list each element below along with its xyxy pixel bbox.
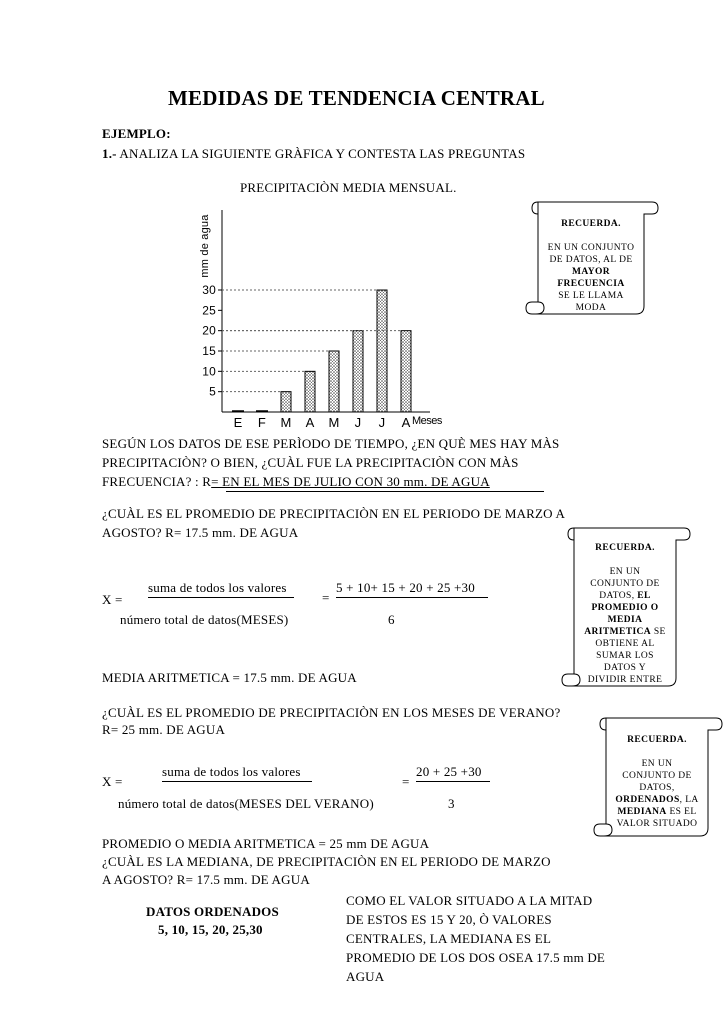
q1-underline	[226, 491, 544, 492]
scroll-line: OBTIENE AL	[595, 639, 655, 649]
scroll-bold-line: FRECUENCIA	[557, 279, 625, 289]
bar	[281, 392, 291, 412]
mean-result-2: PROMEDIO O MEDIA ARITMETICA = 25 mm DE AGUA	[102, 836, 430, 851]
ordered-data-label: DATOS ORDENADOS	[146, 904, 279, 919]
scroll-line: CONJUNTO DE	[622, 771, 692, 781]
scroll-line: SE LE LLAMA	[558, 291, 624, 301]
formula2-equals: =	[402, 774, 410, 789]
reminder-scroll-median	[592, 712, 722, 840]
formula1-values: 5 + 10+ 15 + 20 + 25 +30	[336, 580, 475, 595]
instruction-text: ANALIZA LA SIGUIENTE GRÀFICA Y CONTESTA LAS PREGUNTAS	[119, 146, 526, 161]
precipitation-chart	[180, 206, 450, 432]
y-tick-label: 25	[202, 303, 216, 318]
scroll-bold-line: PROMEDIO O	[591, 603, 659, 613]
q4-line1: ¿CUÀL ES LA MEDIANA, DE PRECIPITACIÒN EN EL PERIODO DE MARZO	[102, 854, 551, 869]
q3-line2: R= 25 mm. DE AGUA	[102, 722, 226, 737]
x-tick-label: M	[328, 415, 340, 430]
q1-line3	[102, 474, 490, 490]
scroll-line: DE DATOS, AL DE	[549, 255, 633, 265]
q3-line1: ¿CUÀL ES EL PROMEDIO DE PRECIPITACIÒN EN LOS MESES DE VERANO?	[102, 705, 561, 720]
formula1-values-bar	[336, 597, 488, 598]
reminder-scroll-mode	[524, 194, 658, 320]
formula2-values: 20 + 25 +30	[416, 764, 482, 779]
explanation-line: PROMEDIO DE LOS DOS OSEA 17.5 mm DE	[346, 950, 606, 965]
chart-canvas	[180, 206, 450, 432]
q1-line1: SEGÚN LOS DATOS DE ESE PERÌODO DE TIEMPO, ¿EN QUÈ MES HAY MÀS	[102, 436, 560, 451]
scroll-bold-line: MEDIA	[607, 615, 643, 625]
scroll-line: MODA	[575, 303, 607, 313]
y-tick-label: 10	[202, 364, 216, 379]
explanation-line: DE ESTOS ES 15 Y 20, Ò VALORES	[346, 912, 552, 927]
scroll-line	[608, 806, 706, 818]
bar	[353, 331, 363, 412]
x-tick-label: A	[401, 415, 411, 430]
formula1-numerator: suma de todos los valores	[148, 580, 287, 595]
bar	[305, 371, 315, 412]
scroll-line: DATOS,	[639, 783, 675, 793]
scroll-line	[576, 626, 674, 638]
scroll-bold-text: ORDENADOS	[615, 795, 680, 805]
x-tick-label: J	[354, 415, 362, 430]
example-label: EJEMPLO:	[102, 126, 171, 141]
scroll-line: EN UN CONJUNTO	[547, 243, 635, 253]
y-tick-label: 15	[202, 344, 216, 358]
bar	[377, 290, 387, 412]
q1-answer-prefix: FRECUENCIA? : R	[102, 474, 212, 489]
scroll-bold-text: EL	[637, 591, 651, 601]
scroll-text: SE	[651, 627, 666, 637]
formula1-denominator: número total de datos(MESES)	[120, 612, 289, 627]
scroll-line: EN UN	[641, 759, 673, 769]
formula2-numerator: suma de todos los valores	[162, 764, 301, 779]
instruction-number: 1.-	[102, 146, 117, 161]
mean-result-1: MEDIA ARITMETICA = 17.5 mm. DE AGUA	[102, 670, 357, 685]
bar	[329, 351, 339, 412]
formula2-denominator: número total de datos(MESES DEL VERANO)	[118, 796, 374, 811]
y-tick-label: 5	[209, 384, 216, 399]
scroll-bold-text: MEDIANA	[617, 807, 667, 817]
scroll-head: RECUERDA.	[627, 735, 687, 745]
y-tick-label: 30	[202, 283, 216, 297]
instruction	[102, 146, 525, 162]
explanation-line: COMO EL VALOR SITUADO A LA MITAD	[346, 893, 593, 908]
chart-heading: PRECIPITACIÒN MEDIA MENSUAL.	[240, 180, 457, 195]
ordered-data-values: 5, 10, 15, 20, 25,30	[158, 922, 263, 937]
explanation-line: CENTRALES, LA MEDIANA ES EL	[346, 931, 552, 946]
scroll-text: , LA	[679, 795, 699, 805]
formula1-equals: =	[322, 590, 330, 605]
scroll-line: VALOR SITUADO	[616, 819, 698, 829]
scroll-line: EN UN	[609, 567, 641, 577]
explanation-line: AGUA	[346, 969, 385, 984]
q4-line2: A AGOSTO? R= 17.5 mm. DE AGUA	[102, 872, 310, 887]
bar	[401, 331, 411, 412]
scroll-head: RECUERDA.	[595, 543, 655, 553]
x-tick-label: E	[233, 415, 243, 430]
page-title: MEDIDAS DE TENDENCIA CENTRAL	[168, 86, 545, 110]
q2-line1: ¿CUÀL ES EL PROMEDIO DE PRECIPITACIÒN EN EL PERIODO DE MARZO A	[102, 506, 566, 521]
formula2-fraction-bar	[162, 781, 312, 782]
scroll-bold-line: MAYOR	[571, 267, 611, 277]
x-tick-label: A	[305, 415, 315, 430]
x-tick-label: M	[280, 415, 292, 430]
scroll-line: CONJUNTO DE	[590, 579, 660, 589]
formula2-count: 3	[448, 796, 455, 811]
scroll-line: DATOS Y	[603, 663, 647, 673]
y-axis-label: mm de agua	[199, 214, 211, 278]
q2-line2: AGOSTO? R= 17.5 mm. DE AGUA	[102, 525, 299, 540]
scroll-text: ES EL	[666, 807, 697, 817]
scroll-bold-text: ARITMETICA	[584, 627, 652, 637]
x-tick-label: F	[257, 415, 267, 430]
scroll-line	[608, 794, 706, 806]
q1-answer: = EN EL MES DE JULIO CON 30 mm. DE AGUA	[211, 474, 490, 489]
formula2-values-bar	[416, 781, 490, 782]
formula1-fraction-bar	[148, 597, 294, 598]
scroll-line	[576, 590, 674, 602]
formula1-count: 6	[388, 612, 395, 627]
q1-line2: PRECIPITACIÒN? O BIEN, ¿CUÀL FUE LA PRECIPITACIÒN CON MÀS	[102, 455, 519, 470]
reminder-scroll-mean	[560, 522, 690, 692]
scroll-text: DATOS,	[599, 591, 638, 601]
median-explanation	[346, 891, 605, 986]
x-axis-label: Meses	[412, 415, 442, 427]
scroll-line: SUMAR LOS	[596, 651, 654, 661]
y-tick-label: 20	[202, 323, 216, 338]
scroll-line: DIVIDIR ENTRE	[587, 675, 663, 685]
formula2-x: X =	[102, 774, 123, 789]
x-tick-label: J	[378, 415, 386, 430]
formula1-x: X =	[102, 592, 123, 607]
scroll-head: RECUERDA.	[561, 219, 621, 229]
